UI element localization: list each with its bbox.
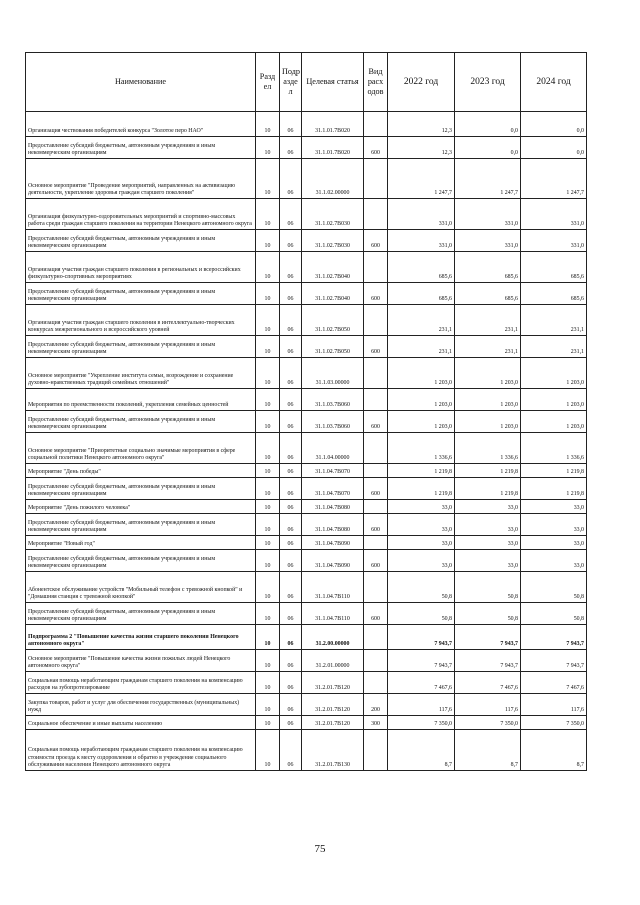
cell-vid — [364, 536, 388, 550]
cell-2022: 1 203,0 — [388, 389, 455, 411]
cell-podrazdel: 06 — [280, 283, 302, 305]
cell-target: 31.1.04.7В090 — [302, 550, 364, 572]
cell-2023: 33,0 — [455, 536, 521, 550]
cell-2023: 50,8 — [455, 603, 521, 625]
cell-2024: 0,0 — [521, 137, 587, 159]
page-number: 75 — [314, 843, 326, 855]
cell-podrazdel: 06 — [280, 252, 302, 283]
table-row — [26, 159, 587, 199]
cell-name: Предоставление субсидий бюджетным, автономным учреждениям и иным некоммерческим организациям — [26, 550, 256, 572]
cell-2023: 33,0 — [455, 514, 521, 536]
cell-target: 31.2.00.00000 — [302, 625, 364, 650]
cell-2022: 1 336,6 — [388, 433, 455, 464]
cell-target: 31.2.01.7В120 — [302, 716, 364, 730]
cell-2022: 7 943,7 — [388, 650, 455, 672]
cell-2022: 33,0 — [388, 550, 455, 572]
cell-razdel: 10 — [256, 112, 280, 137]
cell-2023: 7 467,6 — [455, 672, 521, 694]
cell-razdel: 10 — [256, 730, 280, 771]
cell-vid: 600 — [364, 283, 388, 305]
cell-razdel: 10 — [256, 433, 280, 464]
cell-vid — [364, 305, 388, 336]
table-row — [26, 550, 587, 572]
cell-2023: 231,1 — [455, 305, 521, 336]
cell-vid — [364, 650, 388, 672]
col-2022-header: 2022 год — [388, 53, 455, 112]
cell-2024: 33,0 — [521, 500, 587, 514]
cell-2024: 7 467,6 — [521, 672, 587, 694]
cell-target: 31.1.04.7В090 — [302, 536, 364, 550]
cell-vid: 300 — [364, 716, 388, 730]
cell-2023: 50,8 — [455, 572, 521, 603]
cell-podrazdel: 06 — [280, 572, 302, 603]
cell-vid — [364, 730, 388, 771]
cell-target: 31.2.01.00000 — [302, 650, 364, 672]
cell-podrazdel: 06 — [280, 694, 302, 716]
cell-2023: 33,0 — [455, 550, 521, 572]
cell-razdel: 10 — [256, 137, 280, 159]
cell-razdel: 10 — [256, 464, 280, 478]
cell-2024: 231,1 — [521, 336, 587, 358]
cell-name: Предоставление субсидий бюджетным, автономным учреждениям и иным некоммерческим организациям — [26, 283, 256, 305]
cell-2024: 331,0 — [521, 230, 587, 252]
cell-razdel: 10 — [256, 672, 280, 694]
table-body — [26, 112, 587, 771]
cell-2024: 50,8 — [521, 572, 587, 603]
cell-target: 31.1.02.7В050 — [302, 305, 364, 336]
col-target-header: Целевая статья — [302, 53, 364, 112]
cell-2022: 685,6 — [388, 283, 455, 305]
table-row — [26, 137, 587, 159]
cell-razdel: 10 — [256, 230, 280, 252]
col-2024-header: 2024 год — [521, 53, 587, 112]
cell-2022: 331,0 — [388, 230, 455, 252]
cell-name: Социальное обеспечение и иные выплаты населению — [26, 716, 256, 730]
cell-razdel: 10 — [256, 159, 280, 199]
cell-vid — [364, 625, 388, 650]
cell-2024: 685,6 — [521, 283, 587, 305]
cell-podrazdel: 06 — [280, 550, 302, 572]
cell-2022: 231,1 — [388, 305, 455, 336]
cell-razdel: 10 — [256, 500, 280, 514]
cell-name: Основное мероприятие "Укрепление института семьи, возрождение и сохранение духовно-нравственных традиций семейных отношений" — [26, 358, 256, 389]
cell-name: Основное мероприятие "Повышение качества жизни пожилых людей Ненецкого автономного округа" — [26, 650, 256, 672]
table-row — [26, 389, 587, 411]
table-row — [26, 433, 587, 464]
cell-2022: 1 219,8 — [388, 478, 455, 500]
cell-target: 31.1.04.7В110 — [302, 603, 364, 625]
cell-target: 31.1.02.7В040 — [302, 252, 364, 283]
cell-target: 31.1.01.7В020 — [302, 137, 364, 159]
cell-vid — [364, 672, 388, 694]
cell-2023: 7 350,0 — [455, 716, 521, 730]
cell-2024: 33,0 — [521, 514, 587, 536]
cell-target: 31.1.01.7В020 — [302, 112, 364, 137]
cell-2022: 231,1 — [388, 336, 455, 358]
cell-razdel: 10 — [256, 716, 280, 730]
table-row — [26, 305, 587, 336]
cell-2022: 12,3 — [388, 112, 455, 137]
cell-razdel: 10 — [256, 572, 280, 603]
cell-2022: 1 219,8 — [388, 464, 455, 478]
col-2023-header: 2023 год — [455, 53, 521, 112]
cell-name: Предоставление субсидий бюджетным, автономным учреждениям и иным некоммерческим организациям — [26, 411, 256, 433]
cell-target: 31.1.04.7В070 — [302, 478, 364, 500]
cell-target: 31.1.04.00000 — [302, 433, 364, 464]
cell-name: Организация физкультурно-оздоровительных мероприятий и спортивно-массовых работа среди граждан старшего поколения на территории Ненецкого автономного округа — [26, 199, 256, 230]
cell-razdel: 10 — [256, 389, 280, 411]
cell-name: Мероприятие "День победы" — [26, 464, 256, 478]
cell-2023: 331,0 — [455, 230, 521, 252]
cell-razdel: 10 — [256, 336, 280, 358]
cell-name: Абонентское обслуживание устройств "Мобильный телефон с тревожной кнопкой" и "Домашняя станция с тревожной кнопкой" — [26, 572, 256, 603]
cell-2023: 231,1 — [455, 336, 521, 358]
cell-name: Организация участия граждан старшего поколения в интеллектуально-творческих конкурсах межрегионального и всероссийского уровней — [26, 305, 256, 336]
table-row — [26, 500, 587, 514]
cell-2024: 1 219,8 — [521, 464, 587, 478]
cell-2022: 8,7 — [388, 730, 455, 771]
cell-2022: 685,6 — [388, 252, 455, 283]
cell-name: Организация участия граждан старшего поколения в региональных и всероссийских физкультурно-спортивных мероприятиях — [26, 252, 256, 283]
cell-2024: 7 350,0 — [521, 716, 587, 730]
cell-podrazdel: 06 — [280, 305, 302, 336]
cell-vid — [364, 500, 388, 514]
cell-vid — [364, 572, 388, 603]
table-row — [26, 478, 587, 500]
col-name-header: Наименование — [26, 53, 256, 112]
cell-name: Предоставление субсидий бюджетным, автономным учреждениям и иным некоммерческим организациям — [26, 137, 256, 159]
cell-2022: 50,8 — [388, 572, 455, 603]
cell-2024: 33,0 — [521, 536, 587, 550]
cell-razdel: 10 — [256, 478, 280, 500]
budget-sheet — [25, 52, 586, 771]
table-row — [26, 672, 587, 694]
cell-podrazdel: 06 — [280, 411, 302, 433]
table-row — [26, 625, 587, 650]
cell-podrazdel: 06 — [280, 672, 302, 694]
cell-2024: 1 203,0 — [521, 411, 587, 433]
cell-podrazdel: 06 — [280, 112, 302, 137]
cell-podrazdel: 06 — [280, 536, 302, 550]
cell-2023: 117,6 — [455, 694, 521, 716]
table-row — [26, 572, 587, 603]
cell-vid: 600 — [364, 336, 388, 358]
cell-podrazdel: 06 — [280, 336, 302, 358]
cell-target: 31.1.04.7В070 — [302, 464, 364, 478]
cell-target: 31.1.02.00000 — [302, 159, 364, 199]
cell-name: Закупка товаров, работ и услуг для обеспечения государственных (муниципальных) нужд — [26, 694, 256, 716]
cell-target: 31.1.03.7В060 — [302, 389, 364, 411]
cell-2024: 0,0 — [521, 112, 587, 137]
cell-2023: 331,0 — [455, 199, 521, 230]
cell-vid: 600 — [364, 411, 388, 433]
cell-2024: 7 943,7 — [521, 650, 587, 672]
cell-2022: 1 247,7 — [388, 159, 455, 199]
cell-name: Мероприятие "Новый год" — [26, 536, 256, 550]
cell-vid: 600 — [364, 478, 388, 500]
cell-name: Социальная помощь неработающим гражданам старшего поколения на компенсацию стоимости проезда к месту оздоровления и обратно в учреждение социального обслуживания населения Ненецкого автономного округа — [26, 730, 256, 771]
cell-2022: 12,3 — [388, 137, 455, 159]
cell-2023: 1 203,0 — [455, 411, 521, 433]
cell-razdel: 10 — [256, 305, 280, 336]
cell-2023: 1 219,8 — [455, 464, 521, 478]
cell-2024: 33,0 — [521, 550, 587, 572]
cell-2024: 50,8 — [521, 603, 587, 625]
cell-2022: 1 203,0 — [388, 411, 455, 433]
cell-vid: 600 — [364, 603, 388, 625]
cell-target: 31.1.04.7В110 — [302, 572, 364, 603]
cell-razdel: 10 — [256, 283, 280, 305]
cell-2024: 1 219,8 — [521, 478, 587, 500]
table-row — [26, 730, 587, 771]
cell-podrazdel: 06 — [280, 464, 302, 478]
table-row — [26, 716, 587, 730]
cell-vid — [364, 252, 388, 283]
cell-target: 31.1.04.7В080 — [302, 500, 364, 514]
cell-2022: 7 467,6 — [388, 672, 455, 694]
table-row — [26, 650, 587, 672]
cell-vid — [364, 389, 388, 411]
cell-2022: 7 943,7 — [388, 625, 455, 650]
cell-podrazdel: 06 — [280, 625, 302, 650]
cell-2023: 1 203,0 — [455, 389, 521, 411]
table-row — [26, 536, 587, 550]
table-row — [26, 358, 587, 389]
cell-vid — [364, 199, 388, 230]
table-row — [26, 603, 587, 625]
cell-2023: 1 203,0 — [455, 358, 521, 389]
cell-2022: 7 350,0 — [388, 716, 455, 730]
table-row — [26, 230, 587, 252]
cell-target: 31.1.02.7В030 — [302, 199, 364, 230]
table-row — [26, 199, 587, 230]
cell-razdel: 10 — [256, 199, 280, 230]
cell-podrazdel: 06 — [280, 358, 302, 389]
cell-name: Предоставление субсидий бюджетным, автономным учреждениям и иным некоммерческим организациям — [26, 336, 256, 358]
cell-target: 31.1.03.00000 — [302, 358, 364, 389]
cell-razdel: 10 — [256, 694, 280, 716]
cell-name: Предоставление субсидий бюджетным, автономным учреждениям и иным некоммерческим организациям — [26, 514, 256, 536]
cell-name: Основное мероприятие "Приоритетные социально значимые мероприятия в сфере социальной политики Ненецкого автономного округа" — [26, 433, 256, 464]
cell-podrazdel: 06 — [280, 389, 302, 411]
budget-table — [25, 52, 587, 771]
cell-vid: 600 — [364, 514, 388, 536]
cell-target: 31.1.02.7В030 — [302, 230, 364, 252]
cell-2024: 1 203,0 — [521, 389, 587, 411]
cell-vid: 200 — [364, 694, 388, 716]
table-row — [26, 464, 587, 478]
cell-name: Основное мероприятие "Проведение мероприятий, направленных на активизацию деятельности, укрепление здоровья граждан старшего поколения" — [26, 159, 256, 199]
cell-podrazdel: 06 — [280, 199, 302, 230]
cell-name: Мероприятия по преемственности поколений, укрепления семейных ценностей — [26, 389, 256, 411]
cell-razdel: 10 — [256, 536, 280, 550]
cell-podrazdel: 06 — [280, 603, 302, 625]
cell-2023: 685,6 — [455, 283, 521, 305]
cell-2024: 1 247,7 — [521, 159, 587, 199]
cell-vid: 600 — [364, 230, 388, 252]
cell-razdel: 10 — [256, 650, 280, 672]
cell-target: 31.1.02.7В040 — [302, 283, 364, 305]
cell-razdel: 10 — [256, 358, 280, 389]
cell-podrazdel: 06 — [280, 230, 302, 252]
col-razdel-header: Разд ел — [256, 53, 280, 112]
cell-target: 31.1.02.7В050 — [302, 336, 364, 358]
cell-2022: 33,0 — [388, 500, 455, 514]
cell-2024: 231,1 — [521, 305, 587, 336]
cell-2022: 50,8 — [388, 603, 455, 625]
cell-2024: 685,6 — [521, 252, 587, 283]
cell-2024: 1 336,6 — [521, 433, 587, 464]
cell-vid: 600 — [364, 550, 388, 572]
cell-vid: 600 — [364, 137, 388, 159]
cell-razdel: 10 — [256, 411, 280, 433]
cell-razdel: 10 — [256, 625, 280, 650]
cell-podrazdel: 06 — [280, 500, 302, 514]
cell-podrazdel: 06 — [280, 716, 302, 730]
cell-2023: 33,0 — [455, 500, 521, 514]
cell-2022: 33,0 — [388, 536, 455, 550]
cell-name: Подпрограмма 2 "Повышение качества жизни старшего поколения Ненецкого автономного округа" — [26, 625, 256, 650]
cell-2024: 8,7 — [521, 730, 587, 771]
table-row — [26, 514, 587, 536]
cell-target: 31.2.01.7В120 — [302, 672, 364, 694]
cell-2023: 0,0 — [455, 137, 521, 159]
cell-2022: 331,0 — [388, 199, 455, 230]
cell-vid — [364, 464, 388, 478]
cell-2023: 1 336,6 — [455, 433, 521, 464]
cell-razdel: 10 — [256, 603, 280, 625]
cell-2023: 7 943,7 — [455, 650, 521, 672]
cell-name: Организация чествования победителей конкурса "Золотое перо НАО" — [26, 112, 256, 137]
cell-2022: 33,0 — [388, 514, 455, 536]
cell-2023: 1 247,7 — [455, 159, 521, 199]
table-row — [26, 694, 587, 716]
cell-name: Мероприятие "День пожилого человека" — [26, 500, 256, 514]
cell-vid — [364, 358, 388, 389]
cell-vid — [364, 159, 388, 199]
cell-target: 31.1.03.7В060 — [302, 411, 364, 433]
cell-2023: 685,6 — [455, 252, 521, 283]
cell-2023: 1 219,8 — [455, 478, 521, 500]
cell-2024: 117,6 — [521, 694, 587, 716]
cell-target: 31.2.01.7В130 — [302, 730, 364, 771]
cell-vid — [364, 112, 388, 137]
cell-name: Предоставление субсидий бюджетным, автономным учреждениям и иным некоммерческим организациям — [26, 230, 256, 252]
cell-target: 31.2.01.7В120 — [302, 694, 364, 716]
cell-podrazdel: 06 — [280, 137, 302, 159]
cell-2022: 117,6 — [388, 694, 455, 716]
table-row — [26, 336, 587, 358]
cell-podrazdel: 06 — [280, 433, 302, 464]
cell-2024: 7 943,7 — [521, 625, 587, 650]
cell-podrazdel: 06 — [280, 730, 302, 771]
cell-podrazdel: 06 — [280, 478, 302, 500]
col-podrazdel-header: Подр азде л — [280, 53, 302, 112]
table-row — [26, 252, 587, 283]
cell-2023: 7 943,7 — [455, 625, 521, 650]
cell-2024: 331,0 — [521, 199, 587, 230]
col-vid-header: Вид расх одов — [364, 53, 388, 112]
cell-razdel: 10 — [256, 252, 280, 283]
cell-razdel: 10 — [256, 514, 280, 536]
header-row — [26, 53, 587, 112]
table-row — [26, 283, 587, 305]
cell-2024: 1 203,0 — [521, 358, 587, 389]
cell-target: 31.1.04.7В080 — [302, 514, 364, 536]
cell-vid — [364, 433, 388, 464]
cell-podrazdel: 06 — [280, 514, 302, 536]
cell-podrazdel: 06 — [280, 650, 302, 672]
cell-razdel: 10 — [256, 550, 280, 572]
cell-name: Предоставление субсидий бюджетным, автономным учреждениям и иным некоммерческим организациям — [26, 478, 256, 500]
cell-2023: 0,0 — [455, 112, 521, 137]
cell-name: Социальная помощь неработающим гражданам старшего поколения на компенсацию расходов на зубопротезирование — [26, 672, 256, 694]
cell-2023: 8,7 — [455, 730, 521, 771]
table-row — [26, 411, 587, 433]
cell-2022: 1 203,0 — [388, 358, 455, 389]
cell-podrazdel: 06 — [280, 159, 302, 199]
table-row — [26, 112, 587, 137]
cell-name: Предоставление субсидий бюджетным, автономным учреждениям и иным некоммерческим организациям — [26, 603, 256, 625]
